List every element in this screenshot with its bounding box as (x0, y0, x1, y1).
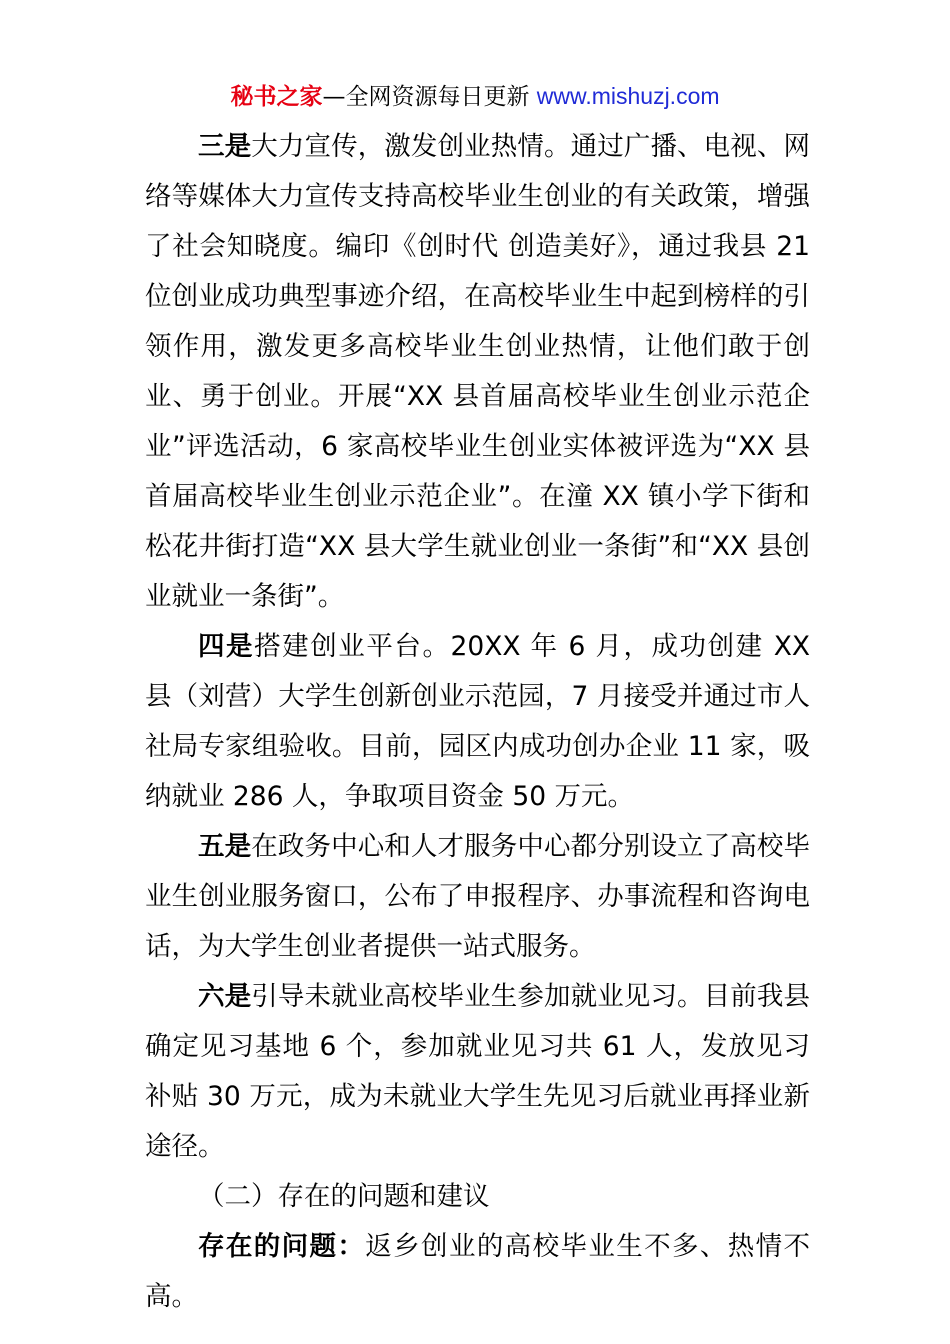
section-heading-text: （二）存在的问题和建议 (198, 1181, 490, 1212)
paragraph-four (145, 622, 810, 822)
paragraph-six (145, 972, 810, 1172)
paragraph-lead: 四是 (198, 631, 255, 662)
paragraph-lead: 三是 (198, 131, 252, 162)
section-heading (145, 1172, 810, 1222)
paragraph-five (145, 822, 810, 972)
brand-name: 秘书之家 (230, 84, 323, 110)
paragraph-text: 返乡创业的高校毕业生不多、热情不高。 (145, 1231, 811, 1312)
paragraph-text: 搭建创业平台。20XX 年 6 月，成功创建 XX 县（刘营）大学生创新创业示范园，7 月接受并通过市人社局专家组验收。目前，园区内成功创办企业 11 家，吸纳就业 286 人，争取项目资金 50 万元。 (145, 631, 811, 812)
paragraph-text: 引导未就业高校毕业生参加就业见习。目前我县确定见习基地 6 个，参加就业见习共 61 人，发放见习补贴 30 万元，成为未就业大学生先见习后就业再择业新途径。 (145, 981, 811, 1162)
paragraph-three (145, 122, 810, 622)
paragraph-text: 大力宣传，激发创业热情。通过广播、电视、网络等媒体大力宣传支持高校毕业生创业的有关政策，增强了社会知晓度。编印《创时代 创造美好》，通过我县 21 位创业成功典型事迹介绍，在高校毕业生中起到榜样的引领作用，激发更多高校毕业生创业热情，让他们敢于创业、勇于创业。开展“XX 县首届高校毕业生创业示范企业”评选活动，6 家高校毕业生创业实体被评选为“XX 县首届高校毕业生创业示范企业”。在潼 XX 镇小学下街和松花井街打造“XX 县大学生就业创业一条街”和“XX 县创业就业一条街”。 (145, 131, 811, 612)
paragraph-lead: 六是 (198, 981, 252, 1012)
site-header (0, 80, 950, 113)
site-url-link[interactable]: www.mishuzj.com (536, 83, 720, 109)
paragraph-lead: 存在的问题： (198, 1231, 366, 1262)
paragraph-problems (145, 1222, 810, 1322)
paragraph-text: 在政务中心和人才服务中心都分别设立了高校毕业生创业服务窗口，公布了申报程序、办事流程和咨询电话，为大学生创业者提供一站式服务。 (145, 831, 811, 962)
paragraph-lead: 五是 (198, 831, 252, 862)
document-body (145, 122, 810, 1322)
header-tagline: —全网资源每日更新 (322, 84, 537, 110)
